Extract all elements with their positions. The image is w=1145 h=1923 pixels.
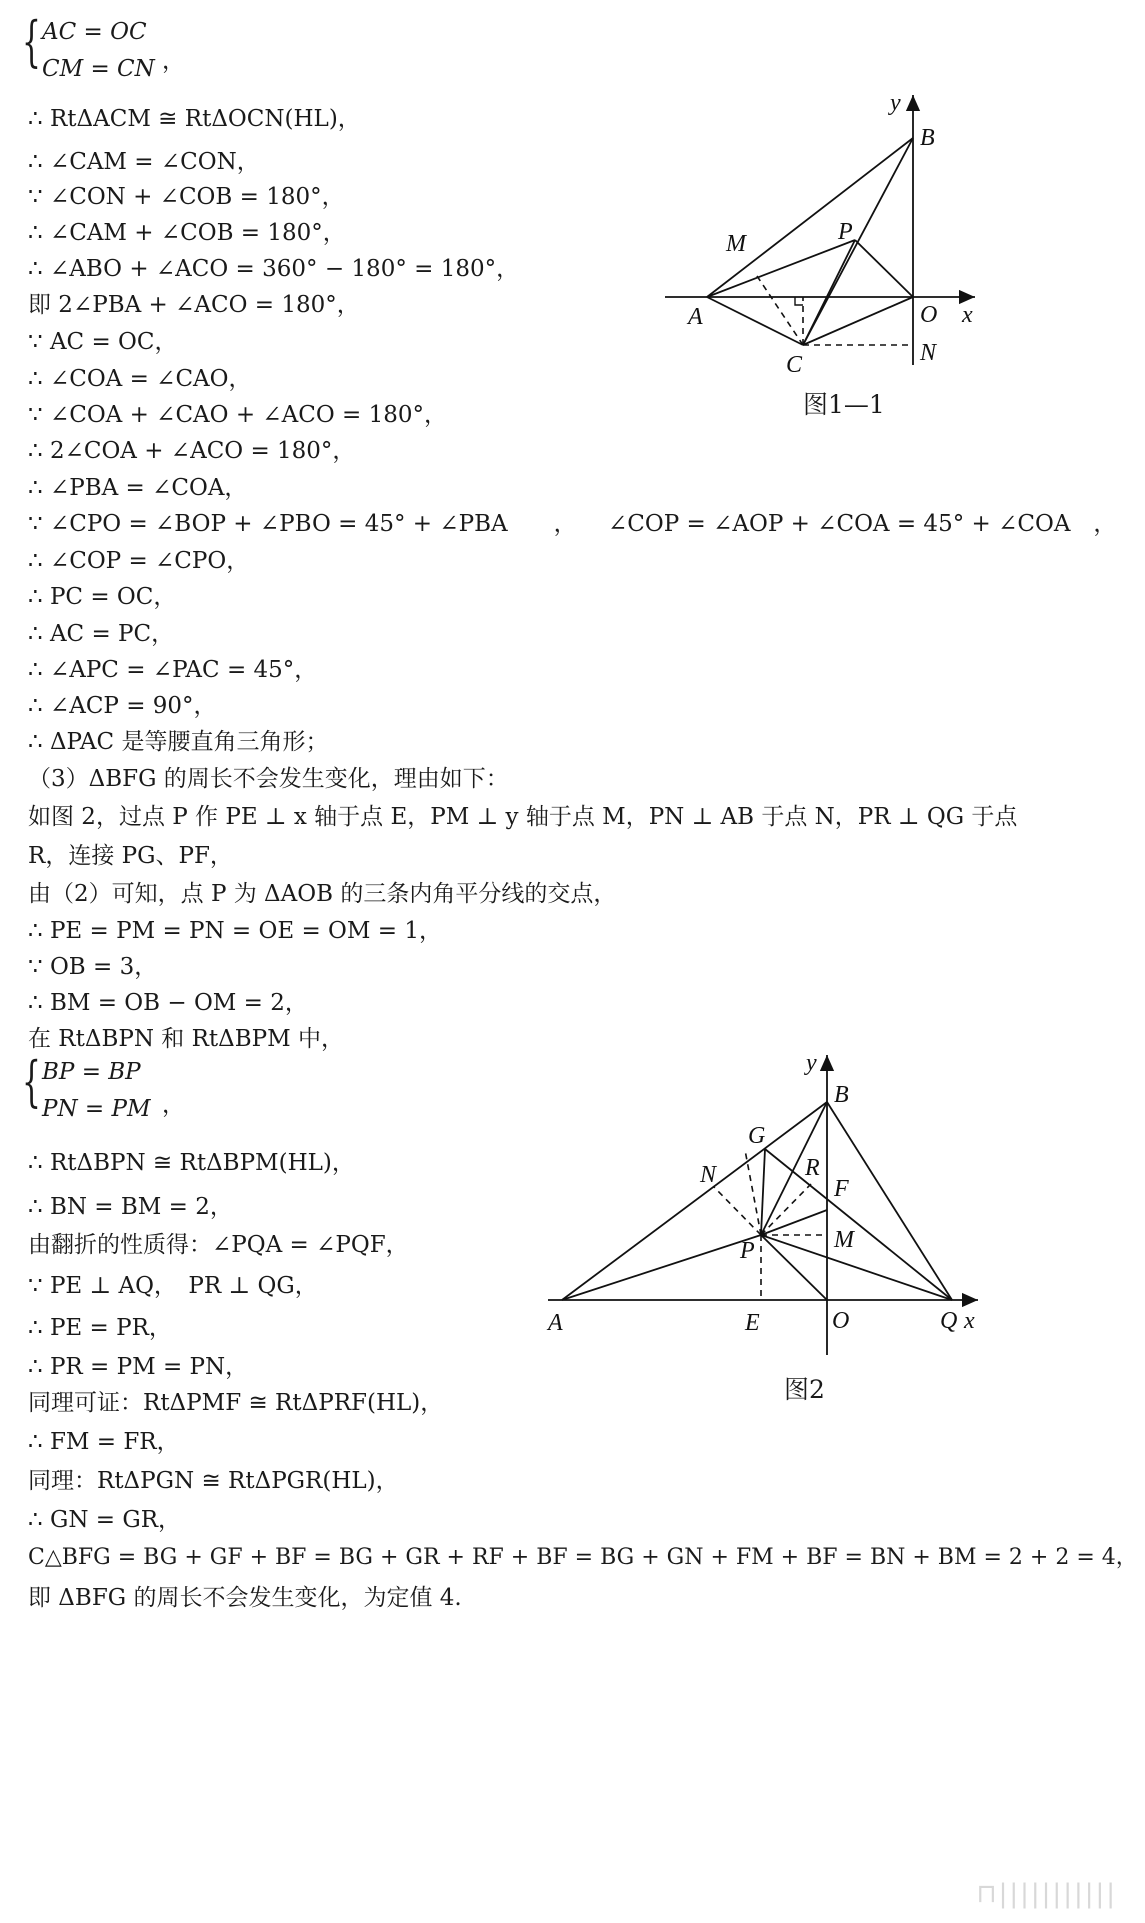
proof-line: ∴ FM = FR， <box>28 1429 180 1455</box>
segment-PN <box>714 1187 761 1235</box>
label-P: P <box>838 219 853 245</box>
section-heading: （3）ΔBFG 的周长不会发生变化，理由如下： <box>28 766 509 792</box>
label-P: P <box>740 1238 755 1264</box>
segment-PR <box>761 1184 811 1235</box>
proof-line: ∴ PE = PM = PN = OE = OM = 1， <box>28 918 442 944</box>
segment-CO <box>803 297 913 345</box>
label-N: N <box>920 340 937 366</box>
watermark: ⊓||||||||||| <box>976 1879 1117 1909</box>
system-line: CM = CN <box>42 56 155 82</box>
proof-line: ∵ AC = OC， <box>28 329 178 355</box>
label-A: A <box>548 1310 563 1336</box>
system-comma: ， <box>162 1092 185 1118</box>
proof-line: ∠COP = ∠AOP + ∠COA = 45° + ∠COA ， <box>608 511 1117 537</box>
proof-line: ∴ PC = OC， <box>28 584 177 610</box>
proof-line: 同理可证：RtΔPMF ≅ RtΔPRF(HL)， <box>28 1390 444 1416</box>
proof-line: ∴ ∠PBA = ∠COA， <box>28 475 248 501</box>
proof-line: ∴ GN = GR， <box>28 1507 182 1533</box>
segment-CB <box>803 138 913 345</box>
figure-1-caption: 图1—1 <box>803 390 885 419</box>
label-O: O <box>920 302 938 328</box>
proof-line: ∵ OB = 3， <box>28 954 158 980</box>
proof-line: 即 2∠PBA + ∠ACO = 180°， <box>28 292 360 318</box>
label-A: A <box>688 304 703 330</box>
proof-line: R，连接 PG、PF， <box>28 843 233 869</box>
system-line: BP = BP <box>42 1059 141 1085</box>
proof-line: ∴ ΔPAC 是等腰直角三角形； <box>28 729 329 755</box>
label-R: R <box>805 1155 820 1181</box>
left-brace: { <box>22 10 41 73</box>
proof-line: ∵ ∠CPO = ∠BOP + ∠PBO = 45° + ∠PBA ， <box>28 511 577 537</box>
proof-line: ∴ ∠ABO + ∠ACO = 360° − 180° = 180°， <box>28 256 520 282</box>
label-y: y <box>890 90 901 116</box>
proof-line: ∴ ∠CAM = ∠CON， <box>28 149 260 175</box>
proof-line: ∴ 2∠COA + ∠ACO = 180°， <box>28 438 356 464</box>
proof-line: 如图 2，过点 P 作 PE ⊥ x 轴于点 E，PM ⊥ y 轴于点 M，PN ⊥ AB 于点 N，PR ⊥ QG 于点 <box>28 804 1018 830</box>
label-y: y <box>806 1050 817 1076</box>
equation-system-2 <box>42 1054 151 1128</box>
proof-line: ∴ RtΔBPN ≅ RtΔBPM(HL)， <box>28 1150 355 1176</box>
proof-line: ∴ ∠CAM + ∠COB = 180°， <box>28 220 346 246</box>
figure-1-1 <box>650 85 990 425</box>
label-M: M <box>726 231 746 257</box>
proof-line: ∴ BM = OB − OM = 2， <box>28 990 308 1016</box>
right-angle-mark <box>795 297 803 305</box>
proof-line: ∴ AC = PC， <box>28 621 175 647</box>
figure-2-caption: 图2 <box>784 1375 825 1404</box>
label-G: G <box>748 1123 766 1149</box>
proof-line: ∵ ∠CON + ∠COB = 180°， <box>28 184 345 210</box>
proof-line: ∴ PR = PM = PN， <box>28 1354 249 1380</box>
proof-line: ∴ PE = PR， <box>28 1315 172 1341</box>
proof-line: C△BFG = BG + GF + BF = BG + GR + RF + BF = BG + GN + FM + BF = BN + BM = 2 + 2 = 4， <box>28 1545 1138 1570</box>
system-comma: ， <box>162 48 185 74</box>
proof-line: ∴ BN = BM = 2， <box>28 1194 233 1220</box>
label-M: M <box>834 1227 854 1253</box>
proof-line: ∴ ∠APC = ∠PAC = 45°， <box>28 657 318 683</box>
label-B: B <box>920 125 935 151</box>
left-brace: { <box>22 1050 41 1113</box>
system-line: PN = PM <box>42 1096 151 1122</box>
proof-line: ∴ ∠COA = ∠CAO， <box>28 366 252 392</box>
segment-GP <box>761 1149 765 1235</box>
equation-system-1 <box>42 14 155 88</box>
proof-line: ∵ PE ⊥ AQ， PR ⊥ QG， <box>28 1273 318 1299</box>
label-C: C <box>786 352 803 378</box>
proof-line: ∴ ∠COP = ∠CPO， <box>28 548 250 574</box>
segment-CM <box>755 273 803 345</box>
label-E: E <box>745 1310 760 1336</box>
segment-AB <box>562 1102 827 1300</box>
segment-PQ <box>761 1235 952 1300</box>
label-N: N <box>700 1162 717 1188</box>
label-x: x <box>964 1308 975 1334</box>
proof-line: ∵ ∠COA + ∠CAO + ∠ACO = 180°， <box>28 402 448 428</box>
label-B: B <box>834 1082 849 1108</box>
figure-2 <box>540 1045 990 1365</box>
label-Q: Q <box>940 1308 958 1334</box>
proof-line: 在 RtΔBPN 和 RtΔBPM 中， <box>28 1026 345 1052</box>
segment-AP <box>562 1235 761 1300</box>
label-O: O <box>832 1308 850 1334</box>
label-F: F <box>834 1176 849 1202</box>
proof-line: 同理：RtΔPGN ≅ RtΔPGR(HL)， <box>28 1468 399 1494</box>
segment-PG-dash <box>745 1150 761 1235</box>
segment-PO <box>855 240 913 297</box>
proof-line: 由翻折的性质得：∠PQA = ∠PQF， <box>28 1232 409 1258</box>
segment-AB <box>707 138 913 297</box>
proof-line: ∴ ∠ACP = 90°， <box>28 693 217 719</box>
label-x: x <box>962 302 973 328</box>
proof-line: 即 ΔBFG 的周长不会发生变化，为定值 4. <box>28 1585 462 1611</box>
proof-line: ∴ RtΔACM ≅ RtΔOCN(HL)， <box>28 106 361 132</box>
system-line: AC = OC <box>42 19 147 45</box>
segment-PO <box>761 1235 827 1300</box>
proof-line: 由（2）可知，点 P 为 ΔAOB 的三条内角平分线的交点， <box>28 881 617 907</box>
segment-AC <box>707 297 803 345</box>
